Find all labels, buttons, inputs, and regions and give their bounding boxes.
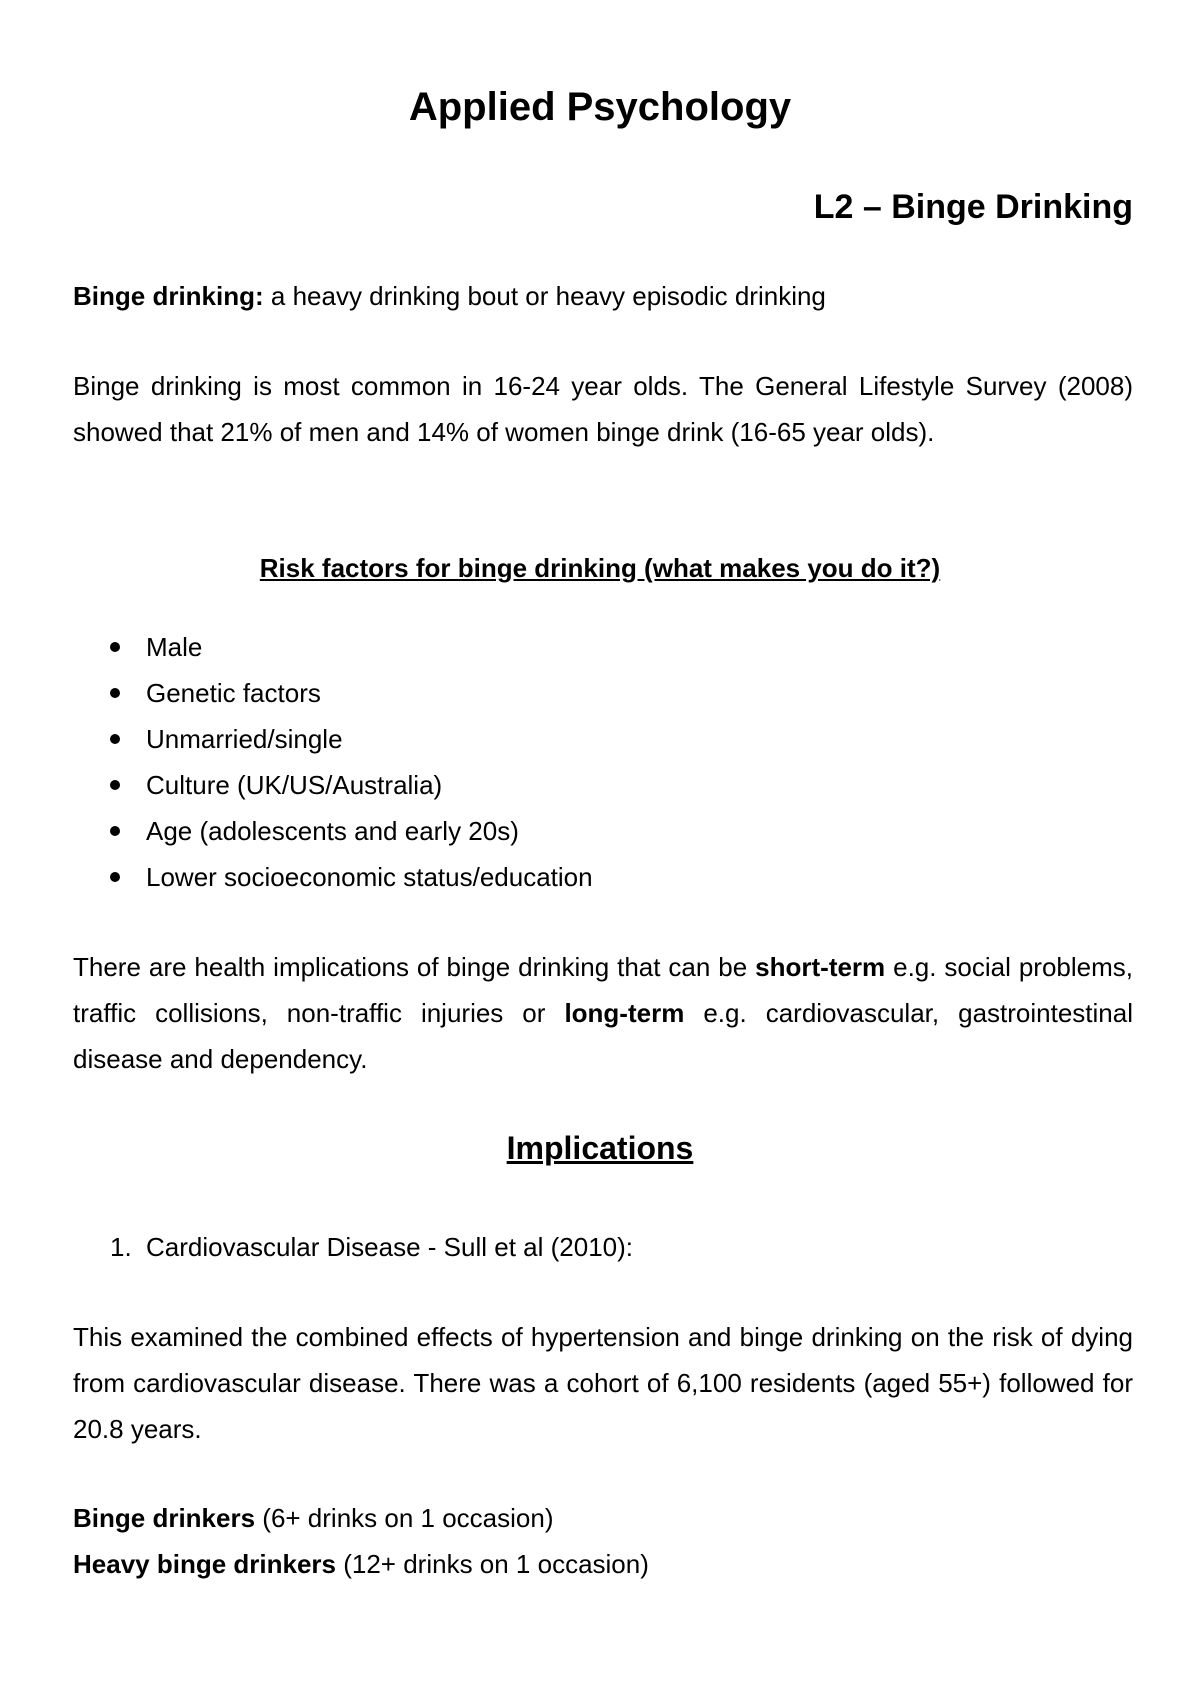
numbered-item <box>110 1224 633 1270</box>
definition-heavy-binge-drinkers: Heavy binge drinkers (12+ drinks on 1 occasion) <box>73 1549 649 1579</box>
bullet-icon <box>110 826 120 836</box>
implications-heading: Implications <box>506 1130 694 1166</box>
definition-paragraph <box>73 273 1133 319</box>
list-item: Lower socioeconomic status/education <box>110 854 593 900</box>
definition-text: a heavy drinking bout or heavy episodic drinking <box>263 281 826 311</box>
bullet-icon <box>110 688 120 698</box>
bullet-icon <box>110 872 120 882</box>
risk-factors-heading: Risk factors for binge drinking (what makes you do it?) <box>259 553 941 583</box>
risk-factors-list <box>110 624 593 900</box>
study-paragraph: This examined the combined effects of hypertension and binge drinking on the risk of dying from cardiovascular disease. There was a cohort of 6,100 residents (aged 55+) followed for 20.8 years. <box>73 1322 1133 1444</box>
list-item: Male <box>110 624 593 670</box>
document-title: Applied Psychology <box>408 85 792 129</box>
prevalence-paragraph: Binge drinking is most common in 16-24 year olds. The General Lifestyle Survey (2008) showed that 21% of men and 14% of women binge drink (16-65 year olds). <box>73 371 1133 447</box>
item-text: Cardiovascular Disease - Sull et al (2010): <box>146 1232 633 1262</box>
bullet-icon <box>110 642 120 652</box>
health-implications-paragraph: There are health implications of binge drinking that can be short-term e.g. social problems, traffic collisions, non-traffic injuries or long-term e.g. cardiovascular, gastrointestinal disease and dependency. <box>73 952 1133 1074</box>
definition-term: Binge drinking: <box>73 281 264 311</box>
bullet-icon <box>110 734 120 744</box>
bullet-icon <box>110 780 120 790</box>
lecture-heading: L2 – Binge Drinking <box>813 188 1133 226</box>
short-term-term: short-term <box>755 952 886 982</box>
long-term-term: long-term <box>564 998 685 1028</box>
list-item: Culture (UK/US/Australia) <box>110 762 593 808</box>
item-number: 1. <box>110 1232 132 1262</box>
list-item: Genetic factors <box>110 670 593 716</box>
list-item: Unmarried/single <box>110 716 593 762</box>
definition-binge-drinkers: Binge drinkers (6+ drinks on 1 occasion) <box>73 1503 554 1533</box>
list-item: Age (adolescents and early 20s) <box>110 808 593 854</box>
